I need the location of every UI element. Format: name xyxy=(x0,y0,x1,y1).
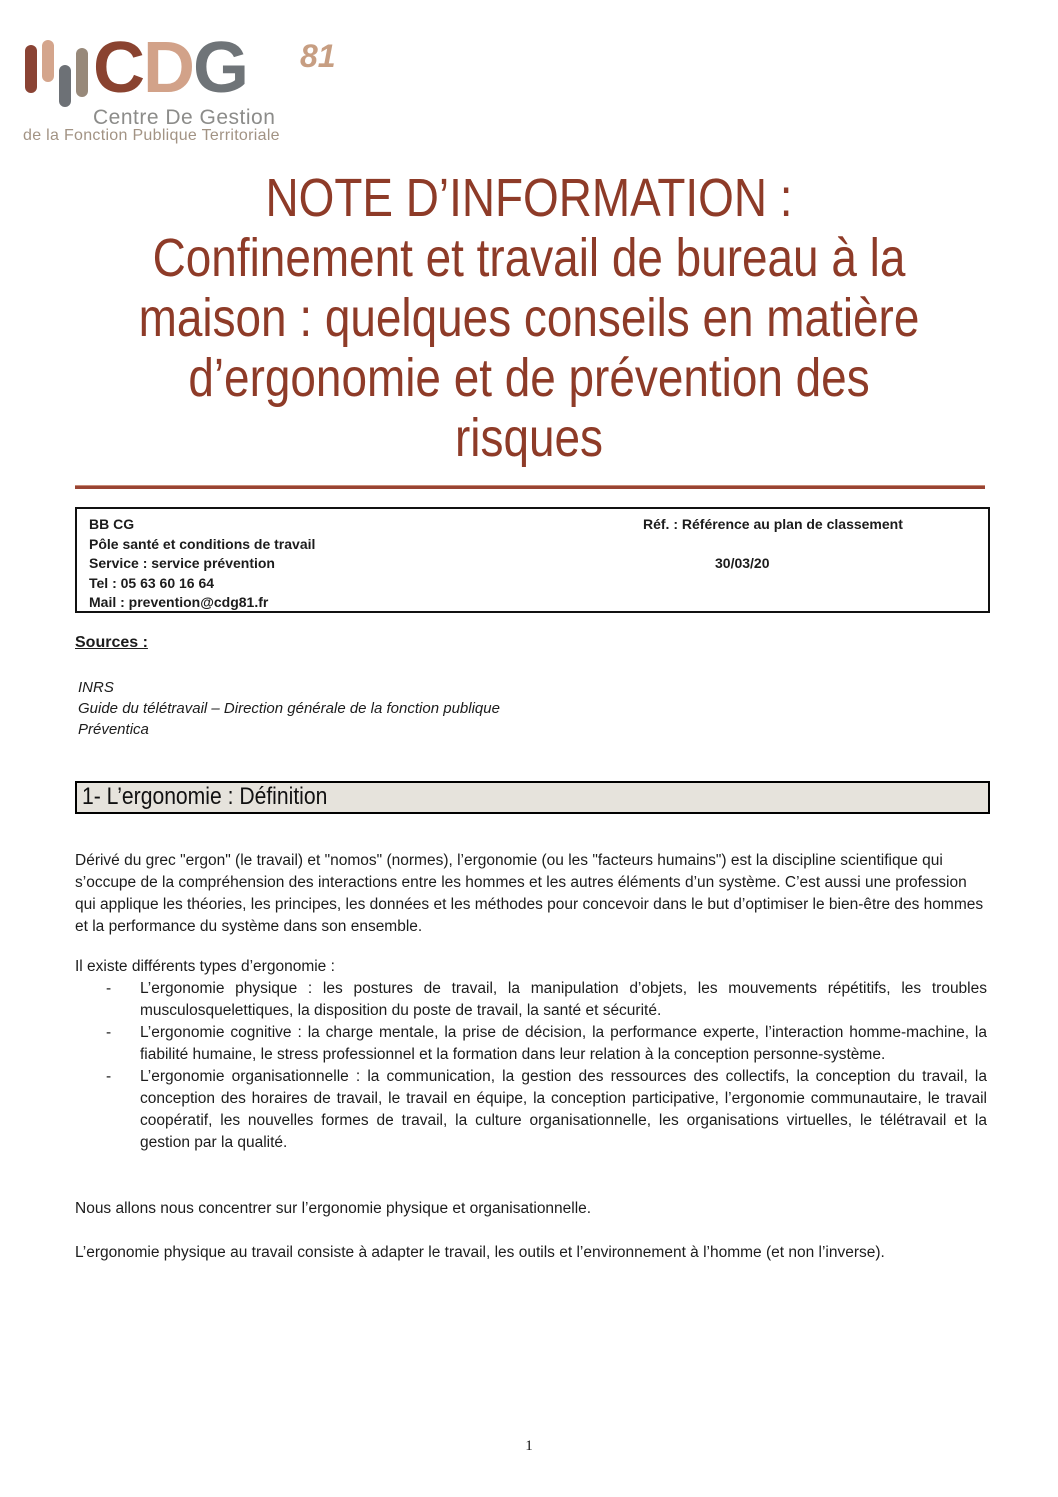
contact-tel: Tel : 05 63 60 16 64 xyxy=(89,574,215,591)
logo-bar-2 xyxy=(42,40,54,82)
bullet-marker: - xyxy=(106,1068,112,1085)
title-line-5: risques xyxy=(455,408,603,468)
document-title xyxy=(79,168,978,468)
contact-author: BB CG xyxy=(89,516,135,532)
source-item-guide: Guide du télétravail – Direction générale de la fonction publique xyxy=(78,700,500,717)
contact-info-box xyxy=(75,507,990,613)
bullet-marker: - xyxy=(106,980,112,997)
logo-bar-1 xyxy=(25,45,37,93)
logo-superscript-81: 81 xyxy=(300,38,336,74)
contact-mail: Mail : prevention@cdg81.fr xyxy=(89,594,269,610)
contact-service: Service : service prévention xyxy=(89,555,275,571)
info-spacer xyxy=(643,535,983,555)
cdg81-logo xyxy=(23,28,336,146)
source-item-inrs: INRS xyxy=(78,679,114,696)
logo-org-name: Centre De Gestion xyxy=(93,106,276,129)
source-item-preventica: Préventica xyxy=(78,721,149,738)
title-line-2: Confinement et travail de bureau à la xyxy=(152,228,906,288)
logo-letter-g: G xyxy=(193,28,248,108)
list-item-cognitive xyxy=(75,1022,987,1066)
logo-org-subtitle: de la Fonction Publique Territoriale xyxy=(23,127,280,144)
page-number: 1 xyxy=(525,1438,533,1454)
paragraph-list-intro: Il existe différents types d’ergonomie : xyxy=(75,958,335,975)
logo-letter-c: C xyxy=(93,28,143,108)
title-divider-rule xyxy=(75,485,985,489)
title-line-3: maison : quelques conseils en matière xyxy=(138,288,920,348)
contact-info-left xyxy=(89,515,315,613)
list-item-physical-text: L’ergonomie physique : les postures de travail, la manipulation d’objets, les mouvements répétitifs, les troubles musculosquelettiques, la disposition du poste de travail, la santé et sécurité. xyxy=(140,980,987,1019)
list-item-organisational xyxy=(75,1066,987,1154)
ergonomics-types-list xyxy=(75,978,987,1154)
sources-heading: Sources : xyxy=(75,634,148,651)
logo-letter-d: D xyxy=(143,28,193,108)
bullet-marker: - xyxy=(106,1024,112,1041)
logo-acronym xyxy=(93,28,248,108)
logo-bar-3 xyxy=(59,65,71,107)
logo-bar-4 xyxy=(76,48,88,97)
reference-label: Réf. : Référence au plan de classement xyxy=(643,516,903,532)
list-item-organisational-text: L’ergonomie organisationnelle : la communication, la gestion des ressources des collectifs, la conception du travail, la conception des horaires de travail, le travail en équipe, la conception participative, l’ergonomie communautaire, le travail coopératif, les nouvelles formes de travail, la culture organisationnelle, les organisations virtuelles, le télétravail et la gestion par la qualité. xyxy=(140,1068,987,1151)
section-1-heading: 1- L’ergonomie : Définition xyxy=(82,783,328,810)
title-line-4: d’ergonomie et de prévention des xyxy=(188,348,870,408)
contact-pole: Pôle santé et conditions de travail xyxy=(89,535,316,552)
title-line-1: NOTE D’INFORMATION : xyxy=(265,168,793,228)
section-1-heading-bar xyxy=(75,781,990,814)
document-date: 30/03/20 xyxy=(715,555,770,571)
contact-info-right xyxy=(643,515,983,574)
list-item-cognitive-text: L’ergonomie cognitive : la charge mentale, la prise de décision, la performance experte, l’interaction homme-machine, la fiabilité humaine, le stress professionnel et la formation dans leur relation à la conception personne-système. xyxy=(140,1024,987,1063)
list-item-physical xyxy=(75,978,987,1022)
paragraph-focus: Nous allons nous concentrer sur l’ergonomie physique et organisationnelle. xyxy=(75,1200,592,1217)
paragraph-physical-ergonomics: L’ergonomie physique au travail consiste à adapter le travail, les outils et l’environnement à l’homme (et non l’inverse). xyxy=(75,1244,885,1261)
paragraph-ergonomics-definition: Dérivé du grec "ergon" (le travail) et "nomos" (normes), l’ergonomie (ou les "facteurs humains") est la discipline scientifique qui s’occupe de la compréhension des interactions entre les hommes et les autres éléments d’un système. C’est aussi une profession qui applique les théories, les principes, les données et les méthodes pour concevoir dans le but d’optimiser le bien-être des hommes et la performance du système dans son ensemble. xyxy=(75,852,984,935)
sources-list xyxy=(78,677,500,740)
